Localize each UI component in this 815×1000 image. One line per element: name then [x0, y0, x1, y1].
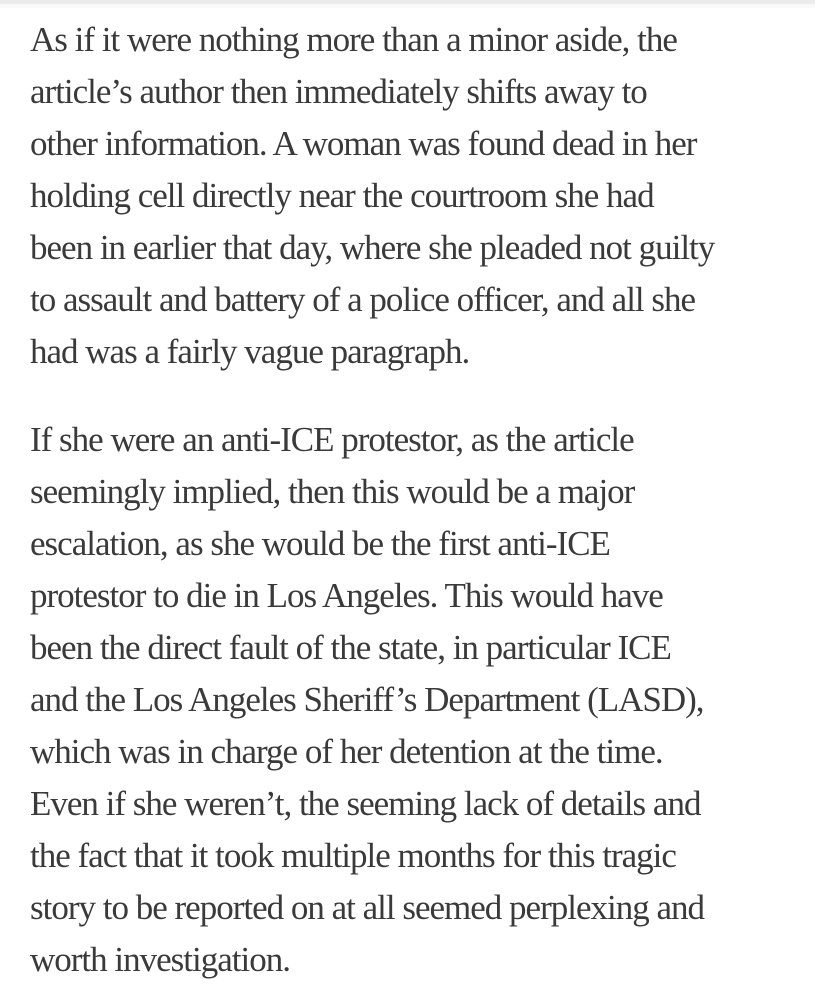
- text-line: which was in charge of her detention at the time.: [30, 732, 663, 771]
- text-line: escalation, as she would be the first anti-ICE: [30, 524, 610, 563]
- text-line: If she were an anti-ICE protestor, as the article: [30, 420, 634, 459]
- window-top-edge-fade: [0, 4, 815, 8]
- text-line: holding cell directly near the courtroom she had: [30, 176, 654, 215]
- text-line: article’s author then immediately shifts away to: [30, 72, 647, 111]
- paragraph: [30, 414, 795, 986]
- text-line: seemingly implied, then this would be a major: [30, 472, 635, 511]
- text-line: Even if she weren’t, the seeming lack of details and: [30, 784, 701, 823]
- text-line: the fact that it took multiple months for this tragic: [30, 836, 676, 875]
- text-line: worth investigation.: [30, 940, 290, 979]
- text-line: to assault and battery of a police officer, and all she: [30, 280, 696, 319]
- text-line: and the Los Angeles Sheriff’s Department (LASD),: [30, 680, 704, 719]
- paragraph: [30, 14, 795, 378]
- text-line: As if it were nothing more than a minor aside, the: [30, 20, 677, 59]
- article-body: [30, 14, 795, 986]
- text-line: other information. A woman was found dead in her: [30, 124, 697, 163]
- text-line: been the direct fault of the state, in particular ICE: [30, 628, 671, 667]
- text-line: protestor to die in Los Angeles. This would have: [30, 576, 663, 615]
- text-line: been in earlier that day, where she pleaded not guilty: [30, 228, 715, 267]
- text-line: had was a fairly vague paragraph.: [30, 332, 470, 371]
- text-line: story to be reported on at all seemed perplexing and: [30, 888, 705, 927]
